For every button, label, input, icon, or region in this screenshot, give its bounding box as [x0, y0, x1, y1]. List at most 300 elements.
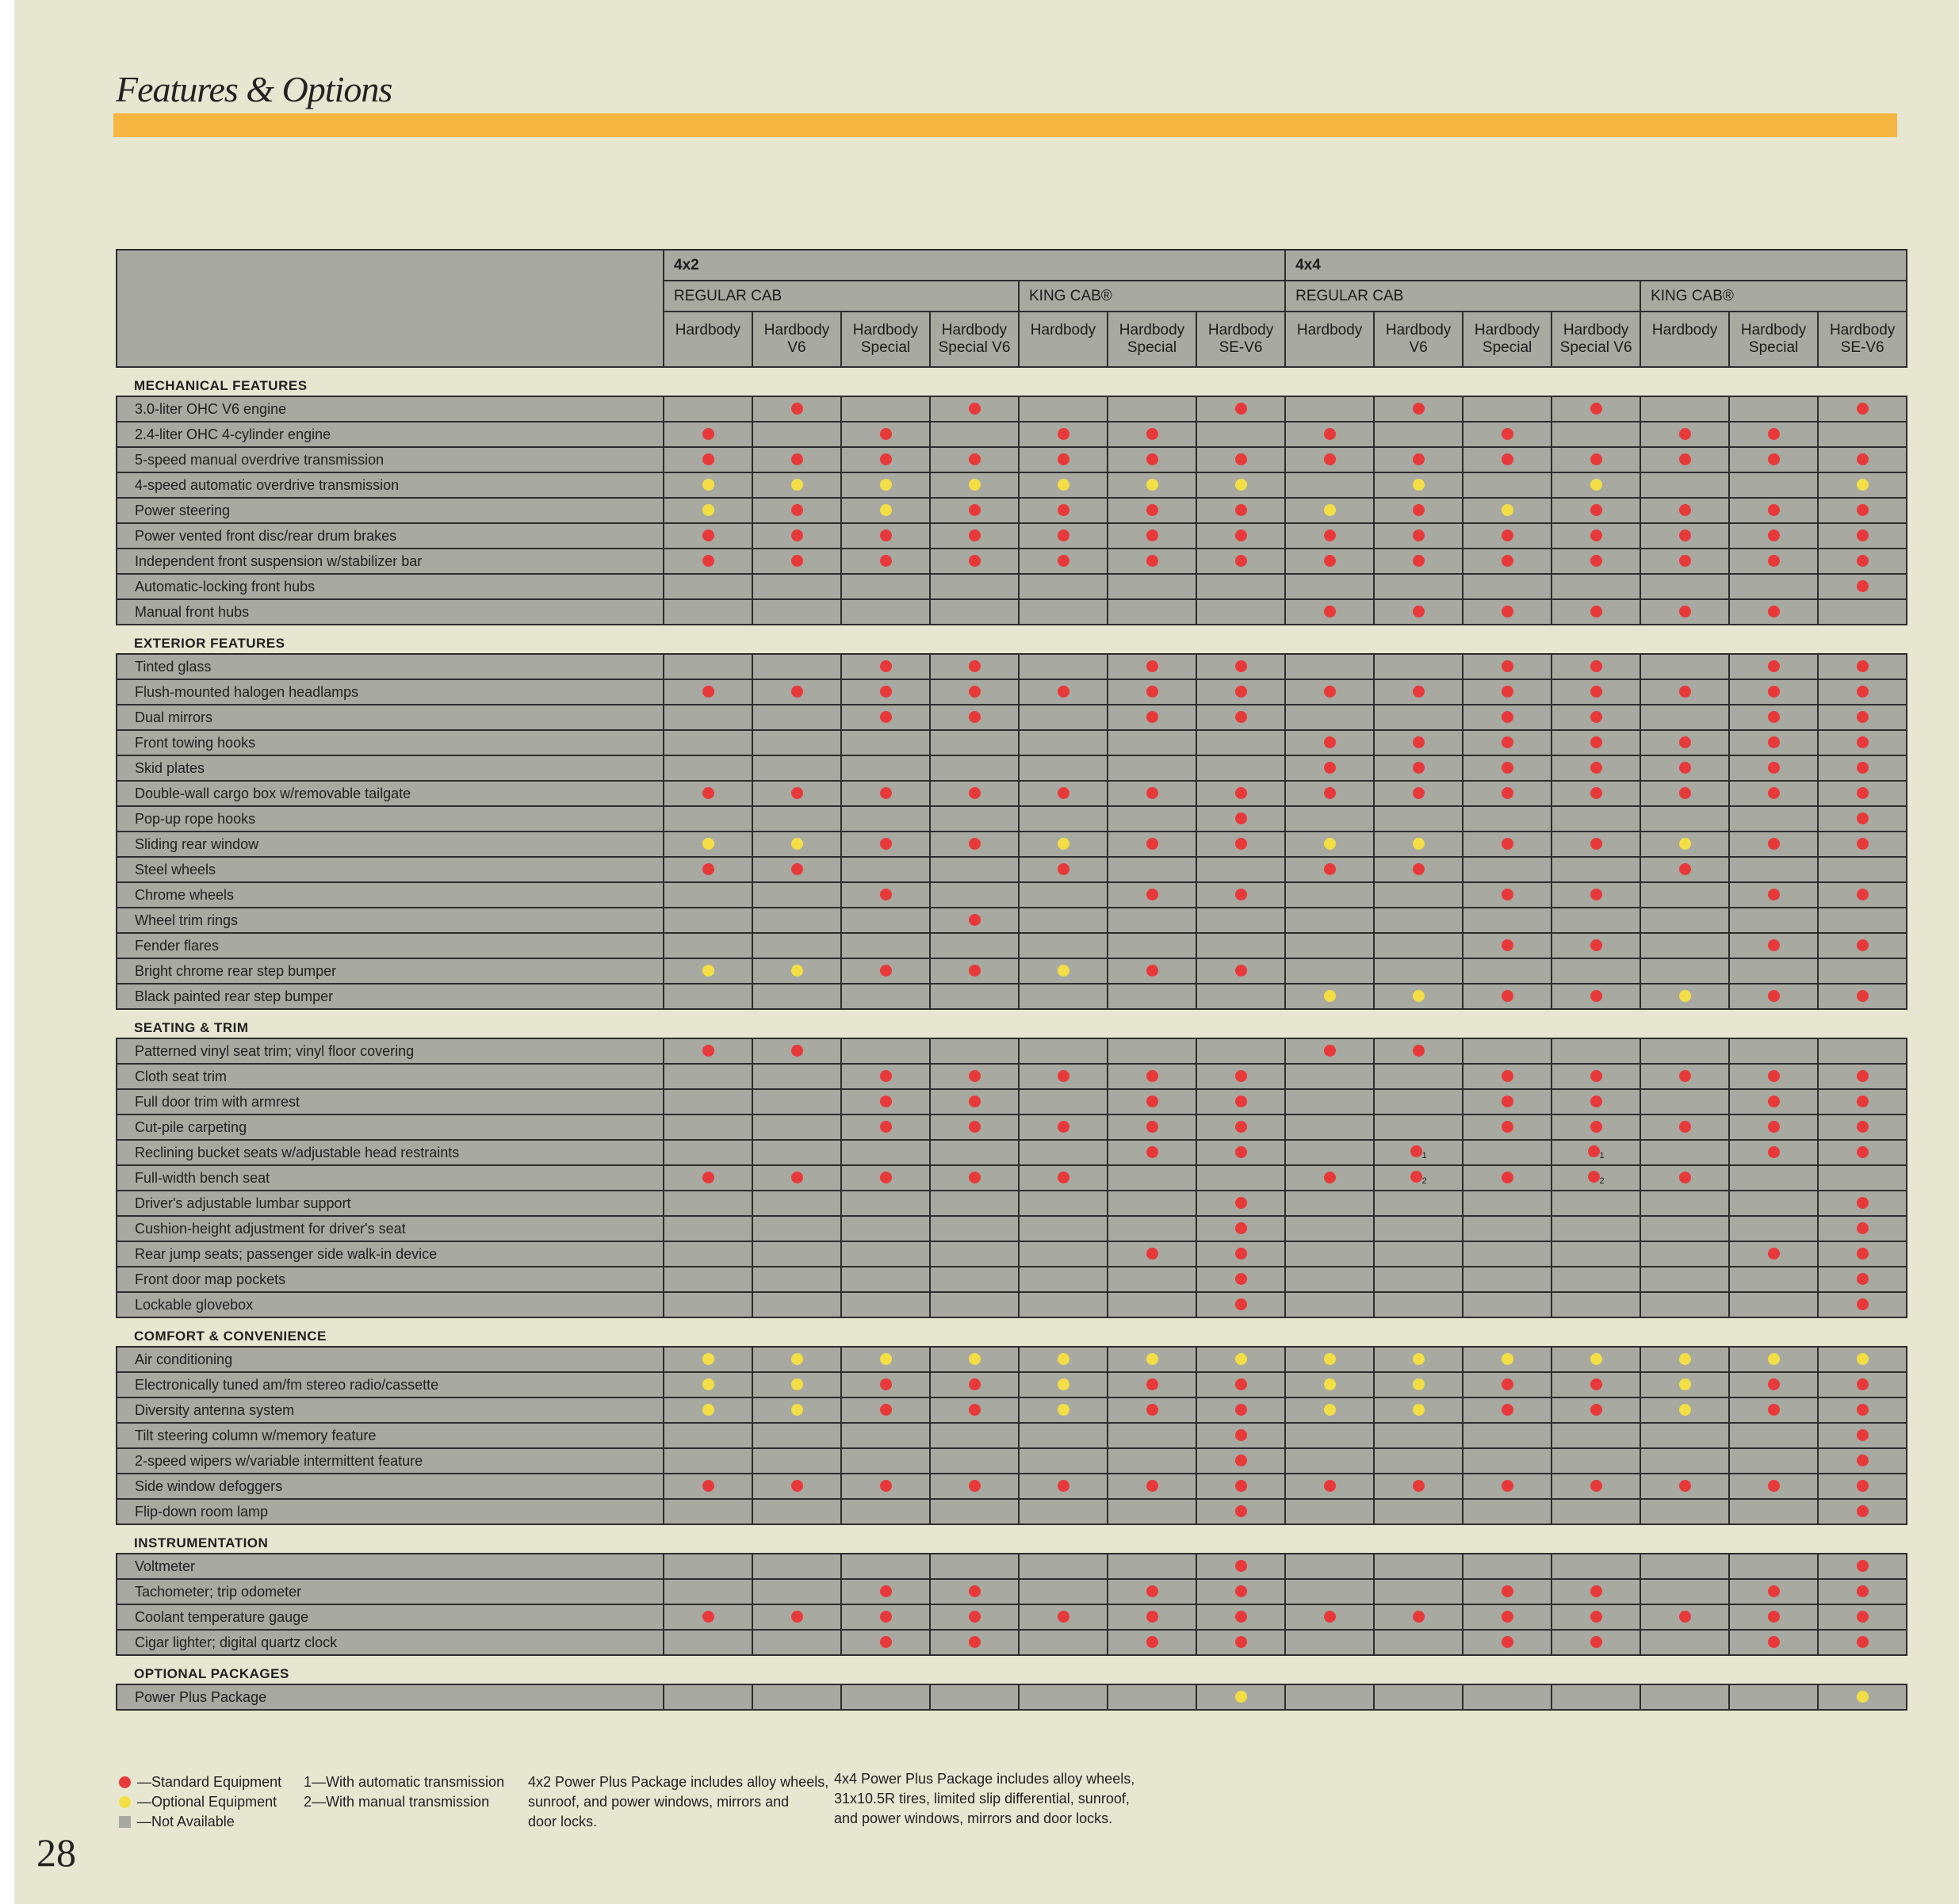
- feature-cell: [1463, 574, 1552, 599]
- standard-dot-icon: [1768, 1378, 1780, 1390]
- feature-label: Tachometer; trip odometer: [117, 1579, 664, 1604]
- optional-dot-icon: [791, 838, 803, 850]
- feature-cell: [1019, 781, 1108, 806]
- standard-dot-icon: [1235, 1429, 1247, 1441]
- feature-cell: [1285, 984, 1374, 1009]
- feature-row: [117, 832, 1907, 857]
- feature-label: 2.4-liter OHC 4-cylinder engine: [117, 422, 664, 447]
- standard-dot-icon: [1058, 428, 1069, 440]
- feature-cell: [841, 1684, 930, 1710]
- feature-cell: [1463, 1038, 1552, 1064]
- feature-cell: [1019, 1554, 1108, 1579]
- feature-cell: [1463, 1579, 1552, 1604]
- model-header-line: Hardbody: [763, 322, 830, 338]
- feature-cell: [1108, 730, 1196, 755]
- optional-dot-icon: [702, 965, 714, 977]
- feature-cell: [1552, 1114, 1640, 1140]
- optional-dot-icon: [1146, 479, 1158, 491]
- model-header-line: Hardbody: [1740, 322, 1807, 338]
- feature-cell: [1729, 958, 1818, 984]
- features-table: [116, 249, 1907, 1711]
- drive-group-header: 4x4: [1285, 250, 1907, 281]
- feature-cell: [1729, 472, 1818, 498]
- feature-cell: [1374, 1038, 1463, 1064]
- standard-dot-icon: [969, 504, 981, 516]
- standard-dot-icon: [1857, 660, 1869, 672]
- feature-cell: [1552, 1684, 1640, 1710]
- feature-cell: [1019, 1292, 1108, 1317]
- feature-cell: [1729, 1604, 1818, 1630]
- feature-cell: [1640, 679, 1729, 705]
- feature-cell: [664, 1216, 752, 1241]
- feature-cell: [1019, 1579, 1108, 1604]
- feature-cell: [1196, 1165, 1285, 1191]
- feature-cell: [1818, 958, 1907, 984]
- feature-cell: [1374, 1372, 1463, 1397]
- standard-dot-icon: [702, 1611, 714, 1623]
- feature-cell: [1019, 1630, 1108, 1655]
- feature-cell: [1285, 654, 1374, 679]
- feature-cell: [752, 1038, 841, 1064]
- feature-cell: [1374, 705, 1463, 730]
- standard-dot-icon: [1857, 1222, 1869, 1234]
- feature-cell: [1818, 1191, 1907, 1216]
- model-header-line: SE-V6: [1840, 339, 1884, 356]
- feature-cell: [1729, 1474, 1818, 1499]
- feature-cell: [1196, 1579, 1285, 1604]
- section-title-row: [117, 1655, 1907, 1684]
- optional-dot-icon: [1146, 1353, 1158, 1365]
- standard-dot-icon: [1768, 1636, 1780, 1648]
- feature-cell: [1552, 574, 1640, 599]
- feature-cell: [1374, 1140, 1463, 1165]
- optional-dot-icon: [880, 1353, 892, 1365]
- feature-cell: [1552, 705, 1640, 730]
- standard-dot-icon: [1857, 1146, 1869, 1158]
- standard-dot-icon: [1146, 1095, 1158, 1107]
- feature-cell: [1463, 1216, 1552, 1241]
- feature-cell: [1374, 1241, 1463, 1267]
- feature-cell: [1196, 1064, 1285, 1089]
- feature-cell: [1552, 908, 1640, 933]
- feature-cell: [1019, 1038, 1108, 1064]
- feature-cell: [664, 857, 752, 882]
- model-header-line: V6: [787, 339, 806, 356]
- feature-cell: [664, 781, 752, 806]
- feature-cell: [1374, 958, 1463, 984]
- standard-dot-icon: [1324, 736, 1336, 748]
- feature-cell: [1374, 654, 1463, 679]
- feature-cell: [752, 933, 841, 958]
- optional-dot-icon: [1324, 1378, 1336, 1390]
- optional-dot-icon: [1413, 1353, 1425, 1365]
- feature-cell: [1019, 755, 1108, 781]
- standard-dot-icon: [1146, 1121, 1158, 1133]
- feature-cell: [1463, 447, 1552, 472]
- feature-cell: [1818, 1216, 1907, 1241]
- standard-dot-icon: [1679, 1172, 1691, 1183]
- feature-cell: [1374, 1630, 1463, 1655]
- standard-dot-icon: [1502, 428, 1513, 440]
- feature-cell: [1463, 1499, 1552, 1524]
- feature-cell: [1552, 1499, 1640, 1524]
- standard-dot-icon: [791, 555, 803, 567]
- feature-cell: [664, 1241, 752, 1267]
- standard-dot-icon: [1857, 1404, 1869, 1416]
- standard-dot-icon: [1502, 1070, 1513, 1082]
- standard-dot-icon: [1857, 787, 1869, 799]
- feature-cell: [752, 730, 841, 755]
- feature-cell: [1463, 1448, 1552, 1474]
- feature-cell: [1729, 1499, 1818, 1524]
- standard-dot-icon: [1146, 838, 1158, 850]
- feature-cell: [841, 730, 930, 755]
- feature-cell: [1285, 498, 1374, 523]
- model-header-line: Hardbody: [1385, 322, 1452, 338]
- feature-cell: [1108, 908, 1196, 933]
- standard-dot-icon: [1146, 1404, 1158, 1416]
- feature-cell: [1019, 447, 1108, 472]
- feature-cell: [752, 1241, 841, 1267]
- standard-dot-icon: [880, 1378, 892, 1390]
- standard-dot-icon: [1857, 530, 1869, 541]
- feature-cell: [930, 933, 1019, 958]
- feature-cell: [752, 1191, 841, 1216]
- feature-cell: [664, 984, 752, 1009]
- standard-dot-icon: [1235, 1560, 1247, 1572]
- feature-cell: [930, 958, 1019, 984]
- feature-cell: [841, 1397, 930, 1423]
- feature-cell: [1019, 1474, 1108, 1499]
- feature-cell: [1285, 832, 1374, 857]
- feature-cell: [1729, 832, 1818, 857]
- feature-cell: [752, 1165, 841, 1191]
- model-header-line: Special V6: [1559, 339, 1632, 356]
- standard-dot-icon: [1502, 555, 1513, 567]
- feature-cell: [664, 599, 752, 625]
- standard-dot-icon: [1502, 736, 1513, 748]
- standard-dot-icon: [1768, 787, 1780, 799]
- feature-cell: [1108, 832, 1196, 857]
- standard-dot-icon: [1679, 453, 1691, 465]
- feature-cell: [664, 1499, 752, 1524]
- feature-cell: [1285, 472, 1374, 498]
- feature-cell: [1108, 1448, 1196, 1474]
- standard-dot-icon: [1679, 736, 1691, 748]
- optional-dot-icon: [1502, 504, 1513, 516]
- standard-dot-icon: [1857, 838, 1869, 850]
- feature-cell: [1285, 1216, 1374, 1241]
- feature-cell: [1374, 523, 1463, 549]
- feature-cell: [664, 1474, 752, 1499]
- standard-dot-icon: [1413, 762, 1425, 774]
- feature-cell: [841, 958, 930, 984]
- model-column-header: [930, 312, 1019, 367]
- optional-dot-icon: [1679, 1378, 1691, 1390]
- feature-cell: [1552, 1372, 1640, 1397]
- standard-dot-icon: [1857, 1273, 1869, 1285]
- feature-cell: [1374, 1165, 1463, 1191]
- feature-cell: [1818, 599, 1907, 625]
- feature-cell: [1196, 1554, 1285, 1579]
- feature-cell: [1729, 1064, 1818, 1089]
- standard-dot-icon: [791, 686, 803, 698]
- standard-dot-icon: [1679, 1480, 1691, 1492]
- feature-cell: [1463, 1347, 1552, 1372]
- feature-cell: [664, 574, 752, 599]
- feature-cell: [1019, 654, 1108, 679]
- feature-cell: [1818, 1684, 1907, 1710]
- feature-cell: [1019, 1499, 1108, 1524]
- standard-dot-icon: [1590, 1121, 1602, 1133]
- standard-dot-icon: [1857, 1298, 1869, 1310]
- standard-dot-icon: [1590, 1378, 1602, 1390]
- feature-cell: [1640, 1397, 1729, 1423]
- model-column-header: [664, 312, 752, 367]
- feature-cell: [1374, 1292, 1463, 1317]
- feature-cell: [930, 1372, 1019, 1397]
- feature-cell: [1729, 755, 1818, 781]
- feature-cell: [1374, 1397, 1463, 1423]
- model-column-header: [1640, 312, 1729, 367]
- feature-cell: [1818, 755, 1907, 781]
- standard-dot-icon: [1502, 1404, 1513, 1416]
- feature-cell: [1640, 1064, 1729, 1089]
- feature-cell: [1729, 1165, 1818, 1191]
- feature-cell: [1640, 422, 1729, 447]
- standard-dot-icon: [1679, 1070, 1691, 1082]
- standard-dot-icon: [969, 453, 981, 465]
- feature-cell: [1108, 1089, 1196, 1114]
- feature-cell: [1108, 1216, 1196, 1241]
- model-header-line: Special: [860, 339, 911, 356]
- standard-dot-icon: [1235, 1095, 1247, 1107]
- feature-cell: [664, 705, 752, 730]
- feature-cell: [1196, 857, 1285, 882]
- standard-dot-icon: [1324, 1045, 1336, 1057]
- standard-dot-icon: [1590, 530, 1602, 541]
- feature-cell: [1108, 1423, 1196, 1448]
- feature-cell: [1463, 1397, 1552, 1423]
- feature-cell: [664, 1191, 752, 1216]
- feature-cell: [1463, 679, 1552, 705]
- feature-label: Pop-up rope hooks: [117, 806, 664, 832]
- feature-cell: [1196, 422, 1285, 447]
- standard-dot-icon: [1324, 453, 1336, 465]
- standard-dot-icon: [1502, 762, 1513, 774]
- optional-dot-icon: [702, 504, 714, 516]
- feature-cell: [1729, 422, 1818, 447]
- feature-cell: [1019, 832, 1108, 857]
- feature-cell: [1196, 806, 1285, 832]
- feature-cell: [1552, 599, 1640, 625]
- feature-cell: [1108, 1499, 1196, 1524]
- feature-cell: [1463, 958, 1552, 984]
- feature-cell: [1019, 1684, 1108, 1710]
- feature-cell: [1019, 730, 1108, 755]
- feature-row: [117, 857, 1907, 882]
- feature-cell: [752, 832, 841, 857]
- standard-dot-icon: [880, 1095, 892, 1107]
- standard-dot-icon: [1857, 1248, 1869, 1260]
- page-number: 28: [36, 1830, 76, 1875]
- feature-cell: [841, 1241, 930, 1267]
- feature-cell: [930, 1038, 1019, 1064]
- feature-cell: [752, 1064, 841, 1089]
- standard-dot-icon: [1058, 1611, 1069, 1623]
- standard-dot-icon: [1590, 403, 1602, 415]
- feature-label: Sliding rear window: [117, 832, 664, 857]
- standard-dot-icon: [969, 1172, 981, 1183]
- standard-dot-icon: [702, 863, 714, 875]
- feature-row: [117, 806, 1907, 832]
- feature-cell: [930, 679, 1019, 705]
- feature-cell: [841, 422, 930, 447]
- feature-cell: [752, 882, 841, 908]
- feature-cell: [752, 958, 841, 984]
- feature-cell: [841, 832, 930, 857]
- feature-cell: [752, 705, 841, 730]
- standard-dot-icon: [880, 1404, 892, 1416]
- feature-cell: [1463, 1267, 1552, 1292]
- feature-cell: [1285, 1267, 1374, 1292]
- feature-cell: [1552, 1347, 1640, 1372]
- optional-dot-icon: [880, 504, 892, 516]
- feature-cell: [752, 679, 841, 705]
- feature-cell: [930, 396, 1019, 422]
- feature-row: [117, 422, 1907, 447]
- feature-cell: [1285, 1241, 1374, 1267]
- standard-dot-icon: [1235, 530, 1247, 541]
- feature-cell: [1818, 857, 1907, 882]
- feature-cell: [1729, 1579, 1818, 1604]
- feature-cell: [664, 1267, 752, 1292]
- standard-dot-icon: [1235, 453, 1247, 465]
- feature-cell: [1108, 933, 1196, 958]
- feature-cell: [1818, 1241, 1907, 1267]
- feature-cell: [1196, 1292, 1285, 1317]
- feature-cell: [1196, 1397, 1285, 1423]
- feature-cell: [1640, 1089, 1729, 1114]
- feature-cell: [664, 679, 752, 705]
- standard-dot-icon: [1146, 1480, 1158, 1492]
- feature-cell: [930, 1241, 1019, 1267]
- standard-dot-icon: [1590, 1611, 1602, 1623]
- standard-dot-icon: [1502, 990, 1513, 1002]
- feature-label: Diversity antenna system: [117, 1397, 664, 1423]
- feature-cell: [1374, 908, 1463, 933]
- feature-cell: [1196, 933, 1285, 958]
- feature-cell: [1108, 396, 1196, 422]
- feature-cell: [1285, 574, 1374, 599]
- feature-row: [117, 1579, 1907, 1604]
- feature-cell: [1640, 574, 1729, 599]
- feature-cell: [1818, 781, 1907, 806]
- feature-cell: [841, 1292, 930, 1317]
- feature-cell: [1552, 857, 1640, 882]
- feature-cell: [1196, 1423, 1285, 1448]
- feature-cell: [930, 857, 1019, 882]
- feature-cell: [1729, 396, 1818, 422]
- feature-cell: [930, 882, 1019, 908]
- feature-cell: [1729, 1554, 1818, 1579]
- standard-dot-icon: [1768, 736, 1780, 748]
- feature-cell: [1640, 1038, 1729, 1064]
- feature-cell: [1374, 396, 1463, 422]
- feature-cell: [1108, 654, 1196, 679]
- standard-dot-icon: [1590, 1095, 1602, 1107]
- standard-dot-icon: [969, 555, 981, 567]
- standard-dot-icon: [1502, 530, 1513, 541]
- feature-cell: [752, 1267, 841, 1292]
- feature-cell: [1729, 1372, 1818, 1397]
- feature-cell: [841, 1448, 930, 1474]
- standard-dot-icon: [1235, 555, 1247, 567]
- standard-dot-icon: [1235, 812, 1247, 824]
- optional-dot-icon: [1590, 1353, 1602, 1365]
- feature-cell: [1108, 1191, 1196, 1216]
- feature-cell: [1729, 882, 1818, 908]
- feature-cell: [1552, 1241, 1640, 1267]
- feature-cell: [752, 857, 841, 882]
- standard-dot-icon: [1146, 1378, 1158, 1390]
- standard-dot-icon: [1235, 1505, 1247, 1517]
- standard-dot-icon: [1235, 1248, 1247, 1260]
- feature-row: [117, 549, 1907, 574]
- feature-cell: [841, 574, 930, 599]
- feature-cell: [752, 654, 841, 679]
- feature-cell: [1196, 1140, 1285, 1165]
- feature-cell: [1818, 447, 1907, 472]
- feature-cell: [1818, 882, 1907, 908]
- feature-cell: [1640, 1474, 1729, 1499]
- feature-cell: [930, 1267, 1019, 1292]
- package-note-4x4-line: and power windows, mirrors and door locks.: [834, 1810, 1113, 1826]
- feature-cell: [1463, 472, 1552, 498]
- feature-cell: [1818, 396, 1907, 422]
- standard-dot-icon: [1857, 1429, 1869, 1441]
- feature-cell: [1108, 549, 1196, 574]
- feature-cell: [930, 472, 1019, 498]
- optional-dot-icon: [1058, 1378, 1069, 1390]
- feature-cell: [930, 1423, 1019, 1448]
- feature-label: Skid plates: [117, 755, 664, 781]
- feature-cell: [1640, 447, 1729, 472]
- feature-cell: [1463, 396, 1552, 422]
- feature-label: Power steering: [117, 498, 664, 523]
- feature-label: Automatic-locking front hubs: [117, 574, 664, 599]
- standard-dot-icon: [1679, 504, 1691, 516]
- standard-dot-icon: [1590, 453, 1602, 465]
- feature-cell: [1463, 599, 1552, 625]
- standard-dot-icon: [1590, 762, 1602, 774]
- standard-dot-icon: [702, 555, 714, 567]
- standard-dot-icon: [1146, 889, 1158, 900]
- footnote-marker: 1: [1421, 1151, 1427, 1161]
- standard-dot-icon: [1502, 660, 1513, 672]
- standard-dot-icon: [880, 1172, 892, 1183]
- feature-cell: [1463, 1241, 1552, 1267]
- feature-cell: [841, 1579, 930, 1604]
- standard-dot-icon: [1235, 965, 1247, 977]
- feature-cell: [1463, 781, 1552, 806]
- optional-dot-icon: [1679, 1353, 1691, 1365]
- standard-dot-icon: [1768, 711, 1780, 723]
- feature-cell: [841, 472, 930, 498]
- feature-label: 2-speed wipers w/variable intermittent feature: [117, 1448, 664, 1474]
- feature-cell: [1285, 1684, 1374, 1710]
- feature-cell: [1285, 781, 1374, 806]
